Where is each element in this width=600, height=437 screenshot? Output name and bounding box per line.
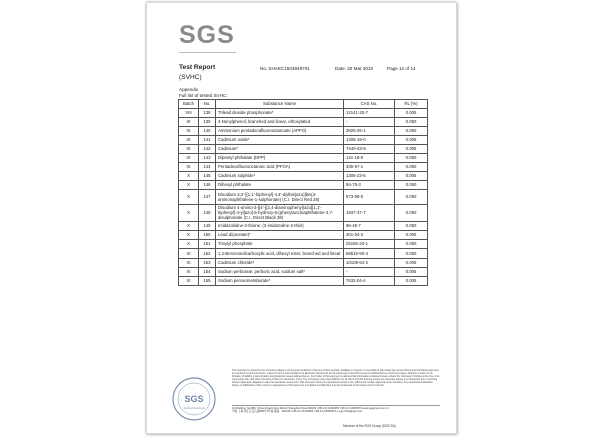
cell-substance: Disodium 3,3'-[[1,1'-biphenyl]-4,4'-diylbis(azo)]bis(4-aminonaphthalene-1-sulphonate) (C.I. Direct Red 28) xyxy=(216,190,344,205)
cell-substance: Sodium peroxometaborate* xyxy=(216,276,344,285)
cell-batch: X xyxy=(179,239,199,248)
cell-rl: 0.005 xyxy=(395,136,428,145)
table-row xyxy=(179,258,428,267)
cell-batch: X xyxy=(179,230,199,239)
cell-cas: 12141-20-7 xyxy=(344,109,395,118)
cell-cas: 10108-64-2 xyxy=(344,258,395,267)
cell-no: 141 xyxy=(199,136,216,145)
cell-batch: X xyxy=(179,205,199,222)
cell-substance: Cadmium sulphide* xyxy=(216,172,344,181)
cell-no: 140 xyxy=(199,127,216,136)
col-header-no: No. xyxy=(199,100,216,109)
cell-no: 139 xyxy=(199,118,216,127)
cell-no: 152 xyxy=(199,248,216,258)
cell-substance: 1,2-Benzenedicarboxylic acid, dihexyl ester, branched and linear xyxy=(216,248,344,258)
cell-rl: 0.050 xyxy=(395,248,428,258)
col-header-rl: RL (%) xyxy=(395,100,428,109)
cell-batch: IX xyxy=(179,127,199,136)
cell-cas: 1306-23-6 xyxy=(344,172,395,181)
cell-batch: VIII xyxy=(179,109,199,118)
cell-cas: 301-04-2 xyxy=(344,230,395,239)
cell-substance: Lead di(acetate)* xyxy=(216,230,344,239)
cell-rl: 0.050 xyxy=(395,239,428,248)
seal-logo: SGS xyxy=(184,394,204,404)
cell-no: 144 xyxy=(199,163,216,172)
cell-rl: 0.005 xyxy=(395,267,428,276)
cell-batch: IX xyxy=(179,154,199,163)
report-title: Test Report xyxy=(179,64,216,71)
page-number: Page 12 of 14 xyxy=(387,66,416,71)
cell-substance: Cadmium oxide* xyxy=(216,136,344,145)
cell-batch: X xyxy=(179,221,199,230)
list-title: Full list of tested SVHC: xyxy=(179,93,228,98)
col-header-cas: CAS No. xyxy=(344,100,395,109)
cell-cas: 1937-37-7 xyxy=(344,205,395,222)
logo-underline xyxy=(179,52,236,53)
cell-rl: 0.050 xyxy=(395,181,428,190)
report-number: No. SHAEC1503948701 xyxy=(260,66,310,71)
cell-no: 138 xyxy=(199,109,216,118)
cell-substance: Sodium perborate; perboric acid, sodium salt* xyxy=(216,267,344,276)
cell-cas: 7632-04-4 xyxy=(344,276,395,285)
footer-member: Member of the SGS Group (SGS SA) xyxy=(343,424,396,428)
cell-substance: Cadmium* xyxy=(216,145,344,154)
cell-rl: 0.005 xyxy=(395,172,428,181)
table-row xyxy=(179,276,428,285)
cell-batch: IX xyxy=(179,136,199,145)
table-row xyxy=(179,109,428,118)
footer-address-en: 3rd Building, No.889, Yishan Road Xuhui District Shanghai China 200233 t (86-21) 61402666 f (86-21) 64953679 www.sgsgroup.com.cn xyxy=(232,407,389,410)
cell-rl: 0.050 xyxy=(395,190,428,205)
cell-rl: 0.050 xyxy=(395,154,428,163)
cell-no: 150 xyxy=(199,230,216,239)
cell-rl: 0.005 xyxy=(395,230,428,239)
cell-substance: Disodium 4-amino-3-[[4'-[(2,4-diaminophenyl)azo][1,1'-biphenyl]-4-yl]azo]-5-hydroxy-6-(phenylazo)naphthalene-2,7-disulphonate (C.I. Direct Black 38) xyxy=(216,205,344,222)
sgs-logo: SGS xyxy=(179,21,235,49)
cell-batch: IX xyxy=(179,145,199,154)
cell-batch: XI xyxy=(179,248,199,258)
table-row xyxy=(179,190,428,205)
cell-batch: XI xyxy=(179,276,199,285)
col-header-substance: Substance Name xyxy=(216,100,344,109)
table-row xyxy=(179,136,428,145)
col-header-batch: Batch xyxy=(179,100,199,109)
table-row xyxy=(179,248,428,258)
seal-caption: Testing Services xyxy=(183,406,205,410)
table-row xyxy=(179,145,428,154)
table-row xyxy=(179,181,428,190)
table-row xyxy=(179,118,428,127)
footer-address-cn: 中国·上海·徐汇区宜山路889号3号楼 邮编：200233 t (86-21) 61402666 f (86-21) 64953679 e sgs.china@sgs.com xyxy=(232,410,363,414)
table-row xyxy=(179,221,428,230)
cell-cas: 1306-19-0 xyxy=(344,136,395,145)
cell-substance: Pentadecafluorooctanoic acid (PFOA) xyxy=(216,163,344,172)
cell-no: 143 xyxy=(199,154,216,163)
cell-no: 154 xyxy=(199,267,216,276)
cell-cas: 25155-23-1 xyxy=(344,239,395,248)
cell-no: 149 xyxy=(199,221,216,230)
cell-no: 153 xyxy=(199,258,216,267)
cell-no: 142 xyxy=(199,145,216,154)
cell-batch: X xyxy=(179,181,199,190)
table-row xyxy=(179,230,428,239)
table-header-row xyxy=(179,100,428,109)
cell-substance: Ammonium pentadecafluorooctanoate (APFO) xyxy=(216,127,344,136)
report-subtitle: (SVHC) xyxy=(179,74,202,81)
cell-batch: XI xyxy=(179,258,199,267)
cell-no: 151 xyxy=(199,239,216,248)
cell-batch: IX xyxy=(179,118,199,127)
footer-address xyxy=(232,405,440,414)
cell-substance: 4-Nonylphenol, branched and linear, ethoxylated xyxy=(216,118,344,127)
svhc-table xyxy=(178,99,428,286)
table-row xyxy=(179,172,428,181)
cell-cas: 68515-50-4 xyxy=(344,248,395,258)
cell-substance: Dihexyl phthalate xyxy=(216,181,344,190)
cell-no: 146 xyxy=(199,181,216,190)
cell-no: 148 xyxy=(199,205,216,222)
cell-rl: 0.005 xyxy=(395,109,428,118)
cell-rl: 0.005 xyxy=(395,276,428,285)
cell-cas: - xyxy=(344,118,395,127)
report-date: Date: 20 Mar 2015 xyxy=(335,66,374,71)
cell-cas: 573-58-0 xyxy=(344,190,395,205)
cell-rl: 0.005 xyxy=(395,258,428,267)
cell-substance: Imidazolidine-2-thione; (2-imidazoline-2-thiol) xyxy=(216,221,344,230)
table-row xyxy=(179,127,428,136)
cell-cas: 7440-43-9 xyxy=(344,145,395,154)
cell-substance: Trilead dioxide phosphonate* xyxy=(216,109,344,118)
cell-cas: 96-45-7 xyxy=(344,221,395,230)
footer-disclaimer: This document is issued by the Company subject to its General Conditions of Service printed overleaf, available on request or accessible at http://www.sgs.com/en/Terms-and-Conditions.aspx and, for electronic format documents, subject to Terms and Conditions for Electronic Documents at http://www.sgs.com/en/Terms-and-Conditions/Terms-e-Document.aspx. Attention is drawn to the limitation of liability, indemnification and jurisdiction issues defined therein. Any holder of this document is advised that information contained hereon reflects the Company's findings at the time of its intervention only and within the limits of Client's instructions, if any. The Company's sole responsibility is to its Client and this document does not exonerate parties to a transaction from exercising all their rights and obligations under the transaction documents. This document cannot be reproduced except in full, without prior written approval of the Company. Any unauthorized alteration, forgery or falsification of the content or appearance of this document is unlawful and offenders may be prosecuted to the fullest extent of the law. xyxy=(232,369,440,387)
table-row xyxy=(179,163,428,172)
cell-rl: 0.050 xyxy=(395,127,428,136)
cell-no: 155 xyxy=(199,276,216,285)
cell-batch: X xyxy=(179,172,199,181)
cell-no: 145 xyxy=(199,172,216,181)
cell-cas: 3825-26-1 xyxy=(344,127,395,136)
table-row xyxy=(179,267,428,276)
table-row xyxy=(179,154,428,163)
cell-cas: - xyxy=(344,267,395,276)
cell-rl: 0.050 xyxy=(395,221,428,230)
cell-cas: 84-75-3 xyxy=(344,181,395,190)
appendix-label: Appendix xyxy=(179,87,199,92)
cell-substance: Cadmium chloride* xyxy=(216,258,344,267)
cell-cas: 131-18-0 xyxy=(344,154,395,163)
cell-substance: Trixylyl phosphate xyxy=(216,239,344,248)
cell-rl: 0.005 xyxy=(395,145,428,154)
cell-cas: 335-67-1 xyxy=(344,163,395,172)
cell-rl: 0.050 xyxy=(395,205,428,222)
cell-rl: 0.050 xyxy=(395,163,428,172)
table-row xyxy=(179,239,428,248)
report-page xyxy=(146,2,457,434)
table-row xyxy=(179,205,428,222)
cell-batch: XI xyxy=(179,267,199,276)
cell-rl: 0.050 xyxy=(395,118,428,127)
cell-substance: Dipentyl phthalate (DPP) xyxy=(216,154,344,163)
sgs-seal-stamp xyxy=(171,376,217,422)
cell-no: 147 xyxy=(199,190,216,205)
cell-batch: X xyxy=(179,190,199,205)
cell-batch: IX xyxy=(179,163,199,172)
